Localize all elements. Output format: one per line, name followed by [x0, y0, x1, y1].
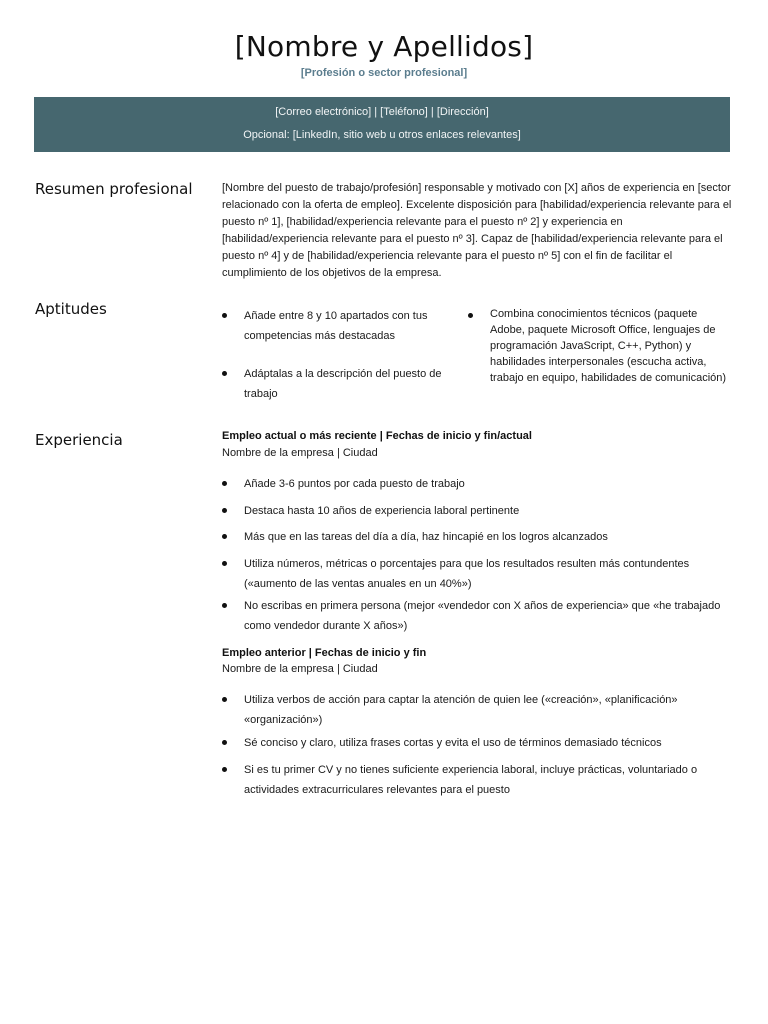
bullet-dot-icon [222, 697, 227, 702]
job-heading: Empleo actual o más reciente | Fechas de inicio y fin/actual [222, 430, 532, 442]
skills-heading: Aptitudes [35, 300, 107, 318]
resume-page: [Nombre y Apellidos] [Profesión o sector profesional] [Correo electrónico] | [Teléfono] | [Dirección] Opcional: [LinkedIn, sitio web u otros enlaces relevantes] Resumen profesional [Nombre del puesto de trabajo/profesión] responsable y motivado con [X] años de experiencia en [sector relacionado con la oferta de empleo]. Excelente disposición para [habilidad/experiencia relevante para el puesto nº 1], [habilidad/experiencia relevante para el puesto nº 2] y experiencia en [habilidad/experiencia relevante para el puesto nº 3]. Capaz de [habilidad/experiencia relevante para el puesto nº 4] y de [habilidad/experiencia relevante para el puesto nº 5] con el fin de facilitar el cumplimiento de los objetivos de la empresa. Aptitudes Añade entre 8 y 10 apartados con tus competencias más destacadas Adáptalas a la descripción del puesto de trabajo Combina conocimientos técnicos (paquete Adobe, paquete Microsoft Office, lenguajes de programación JavaScript, C++, Python) y habilidades interpersonales (escucha activa, trabajo en equipo, habilidades de comunicación) Experiencia Empleo actual o más reciente | Fechas de inicio y fin/actual Nombre de la empresa | Ciudad Añade 3-6 puntos por cada puesto de trabajo Destaca hasta 10 años de experiencia laboral pertinente Más que en las tareas del día a día, haz hincapié en los logros alcanzados Utiliza números, métricas o porcentajes para que los resultados resulten más contundentes («aumento de las ventas anuales en un 40%») No escribas en primera persona (mejor «vendedor con X años de experiencia» que «he trabajado como vendedor durante X años») Empleo anterior | Fechas de inicio y fin Nombre de la empresa | Ciudad Utiliza verbos de acción para captar la atención de quien lee («creación», «planificación» «organización») Sé conciso y claro, utiliza frases cortas y evita el uso de términos demasiado técnicos Si es tu primer CV y no tienes suficiente experiencia laboral, incluye prácticas, voluntariado o actividades extracurriculares relevantes para el puesto [0, 0, 768, 1024]
contact-band [34, 97, 730, 152]
job-heading: Empleo anterior | Fechas de inicio y fin [222, 647, 427, 659]
bullet-dot-icon [222, 371, 227, 376]
bullet-dot-icon [222, 481, 227, 486]
bullet-dot-icon [222, 767, 227, 772]
bullet-dot-icon [222, 534, 227, 539]
contact-line: [Correo electrónico] | [Teléfono] | [Dirección] [275, 106, 489, 118]
links-line: Opcional: [LinkedIn, sitio web u otros enlaces relevantes] [243, 129, 521, 141]
job-company: Nombre de la empresa | Ciudad [222, 447, 378, 459]
profession-subtitle: [Profesión o sector profesional] [300, 67, 468, 79]
bullet-dot-icon [222, 313, 227, 318]
experience-heading: Experiencia [35, 431, 123, 449]
summary-heading: Resumen profesional [35, 180, 193, 198]
bullet-dot-icon [222, 561, 227, 566]
summary-text: [Nombre del puesto de trabajo/profesión] responsable y motivado con [X] años de experiencia en [sector relacionado con la oferta de empleo]. Excelente disposición para [habilidad/experiencia relevante para el puesto nº 1], [habilidad/experiencia relevante para el puesto nº 2] y experiencia en [habilidad/experiencia relevante para el puesto nº 3]. Capaz de [habilidad/experiencia relevante para el puesto nº 4] y de [habilidad/experiencia relevante para el puesto nº 5] con el fin de facilitar el cumplimiento de los objetivos de la empresa. [222, 182, 732, 279]
bullet-dot-icon [222, 508, 227, 513]
bullet-dot-icon [222, 603, 227, 608]
job-company: Nombre de la empresa | Ciudad [222, 663, 378, 675]
bullet-dot-icon [468, 313, 473, 318]
candidate-name: [Nombre y Apellidos] [234, 30, 534, 63]
bullet-dot-icon [222, 740, 227, 745]
